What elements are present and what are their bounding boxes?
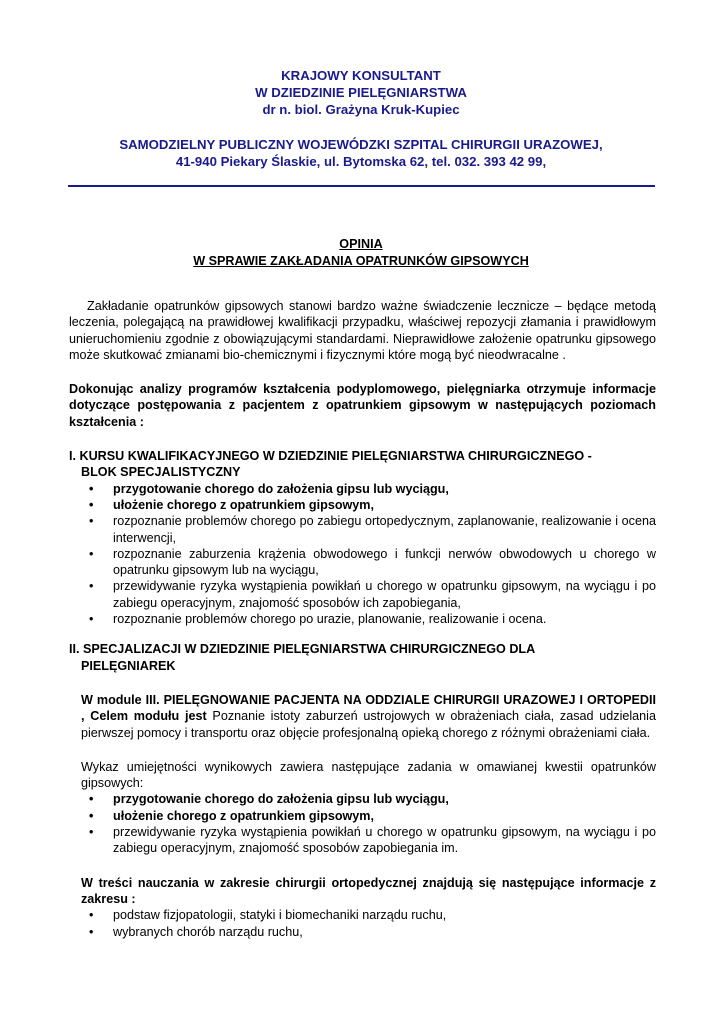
bullet-icon: • bbox=[89, 546, 94, 561]
title-opinia: OPINIA bbox=[339, 237, 383, 251]
section2-heading-line1: II. SPECJALIZACJI W DZIEDZINIE PIELĘGNIARSTWA CHIRURGICZNEGO DLA bbox=[69, 642, 536, 657]
list-item: • ułożenie chorego z opatrunkiem gipsowym, bbox=[89, 808, 375, 823]
bullet-icon: • bbox=[89, 808, 94, 823]
list-item: • rozpoznanie problemów chorego po zabiegu ortopedycznym, zaplanowanie, realizowanie i ocena interwencji, bbox=[89, 514, 656, 545]
module-paragraph bbox=[69, 692, 656, 741]
bullet-icon: • bbox=[89, 612, 94, 627]
module-lead: W module III. PIELĘGNOWANIE PACJENTA NA ODDZIALE CHIRURGII URAZOWEJ I ORTOPEDII , Celem modułu jest bbox=[81, 692, 656, 724]
list-item: • przewidywanie ryzyka wystąpienia powikłań u chorego w opatrunku gipsowym, na wyciągu i po zabiegu operacyjnym, znajomość sposobów ich zapobiegania, bbox=[89, 579, 656, 610]
bullet-icon: • bbox=[89, 481, 94, 496]
list-item: • wybranych chorób narządu ruchu, bbox=[89, 924, 303, 939]
module-text: Poznanie istoty zaburzeń ustrojowych w obrażeniach ciała, zasad udzielania pierwszej pomocy i transportu oraz objęcie profesjonalną opieką chorego z różnymi obrażeniami ciała. bbox=[81, 709, 656, 740]
list-item: • przygotowanie chorego do założenia gipsu lub wyciągu, bbox=[89, 792, 449, 807]
content-intro: W treści nauczania w zakresie chirurgii ortopedycznej znajdują się następujące informacje z zakresu : bbox=[81, 875, 656, 906]
section2-heading-line2: PIELĘGNIAREK bbox=[81, 658, 176, 673]
list-item: • przewidywanie ryzyka wystąpienia powikłań u chorego w opatrunku gipsowym, na wyciągu i po zabiegu operacyjnym, znajomość sposobów zapobiegania im. bbox=[89, 825, 656, 856]
consultant-field: W DZIEDZINIE PIELĘGNIARSTWA bbox=[255, 85, 467, 100]
letterhead bbox=[66, 67, 656, 170]
intro-paragraph: Zakładanie opatrunków gipsowych stanowi bardzo ważne świadczenie lecznicze – będące metodą leczenia, polegającą na prawidłowej kwalifikacji przypadku, właściwej repozycji złamania i prawidłowym unieruchomieniu zgodnie z obowiązującymi standardami. Nieprawidłowe założenie opatrunku gipsowego może skutkować zmianami bio-chemicznymi i fizycznymi które mogą być nieodwracalne . bbox=[69, 299, 656, 362]
skills-list bbox=[69, 791, 656, 856]
bullet-icon: • bbox=[89, 514, 94, 529]
section1-heading bbox=[69, 448, 656, 481]
title-subject: W SPRAWIE ZAKŁADANIA OPATRUNKÓW GIPSOWYCH bbox=[193, 254, 529, 268]
header-divider bbox=[68, 185, 655, 187]
hospital-address: 41-940 Piekary Ślaskie, ul. Bytomska 62, tel. 032. 393 42 99, bbox=[175, 154, 547, 169]
bullet-icon: • bbox=[89, 924, 94, 939]
bullet-icon: • bbox=[89, 825, 94, 840]
section1-heading-line2: BLOK SPECJALISTYCZNY bbox=[81, 465, 241, 480]
bullet-icon: • bbox=[89, 579, 94, 594]
skills-intro: Wykaz umiejętności wynikowych zawiera następujące zadania w omawianej kwestii opatrunków gipsowych: bbox=[81, 759, 656, 791]
list-item: • rozpoznanie problemów chorego po urazie, planowanie, realizowanie i ocena. bbox=[89, 612, 547, 627]
consultant-title: KRAJOWY KONSULTANT bbox=[281, 68, 441, 83]
bullet-icon: • bbox=[89, 908, 94, 923]
bullet-icon: • bbox=[89, 497, 94, 512]
list-item: • podstaw fizjopatologii, statyki i biomechaniki narządu ruchu, bbox=[89, 908, 447, 923]
list-item: • ułożenie chorego z opatrunkiem gipsowym, bbox=[89, 497, 375, 512]
section1-list bbox=[69, 481, 656, 628]
document-body bbox=[69, 298, 656, 940]
consultant-name: dr n. biol. Grażyna Kruk-Kupiec bbox=[262, 102, 460, 117]
bullet-icon: • bbox=[89, 792, 94, 807]
list-item: • rozpoznanie zaburzenia krążenia obwodowego i funkcji nerwów obwodowych u chorego w opatrunku gipsowym lub na wyciągu, bbox=[89, 546, 656, 578]
document-title bbox=[66, 236, 656, 270]
list-item: • przygotowanie chorego do założenia gipsu lub wyciągu, bbox=[89, 481, 449, 496]
content-list bbox=[69, 907, 656, 940]
section2-heading bbox=[69, 641, 656, 674]
hospital-name: SAMODZIELNY PUBLICZNY WOJEWÓDZKI SZPITAL CHIRURGII URAZOWEJ, bbox=[119, 137, 603, 152]
section1-heading-line1: I. KURSU KWALIFIKACYJNEGO W DZIEDZINIE PIELĘGNIARSTWA CHIRURGICZNEGO - bbox=[69, 449, 592, 464]
lead-paragraph: Dokonując analizy programów kształcenia podyplomowego, pielęgniarka otrzymuje informacje dotyczące postępowania z pacjentem z opatrunkiem gipsowym w następujących poziomach kształcenia : bbox=[69, 382, 656, 429]
